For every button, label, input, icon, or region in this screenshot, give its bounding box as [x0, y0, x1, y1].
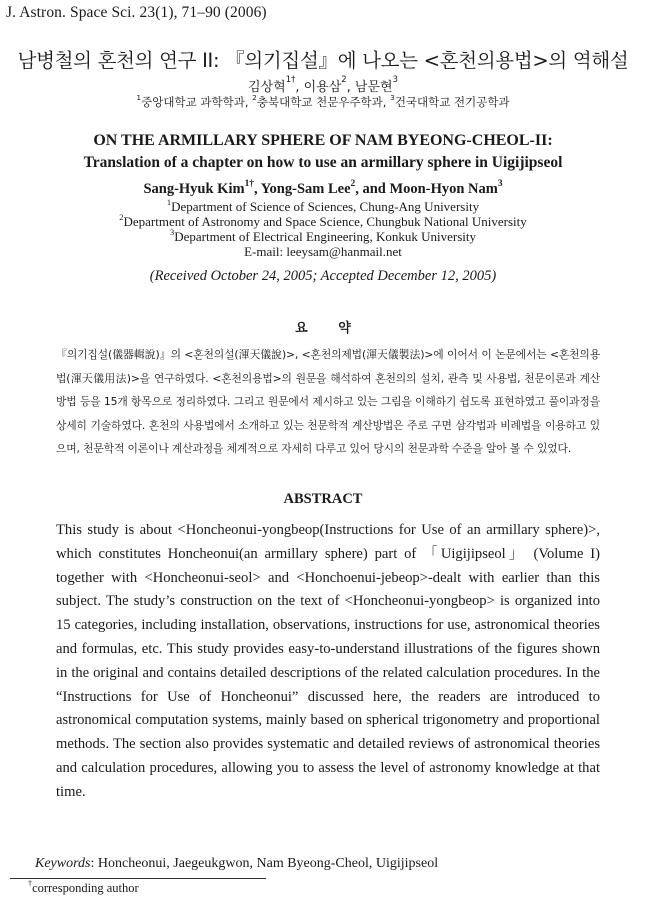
author-mark: 1†: [244, 179, 254, 190]
footnote-mark: †: [28, 879, 33, 889]
author-separator: ,: [253, 181, 261, 197]
english-authors: [0, 181, 646, 198]
keywords-label: Keywords: [35, 856, 91, 871]
affil-mark: 3: [390, 92, 395, 102]
affil-name: 중앙대학교 과학학과: [141, 95, 245, 109]
author-name: 이용삼: [303, 80, 342, 95]
english-affiliation-2: [0, 214, 646, 230]
author-name: Moon-Hyon Nam: [389, 181, 498, 197]
received-dates: (Received October 24, 2005; Accepted December 12, 2005): [149, 268, 497, 284]
english-abstract-body: This study is about <Honcheonui-yongbeop(Instructions for Use of an armillary sphere)>, which constitutes Honcheonui(an armillary sphere) part of 「Uigijipseol」 (Volume I) together with <Honcheonui-seol> and <Honchoenui-jebeop>-dealt with earlier than this subject. The study’s construction on the text of <Honcheonui-yongbeop> is organized into 15 categories, including installation, observations, instructions for use, astronomical theories and formulas, etc. This study provides easy-to-understand illustrations of the figures shown in the original and contains detailed descriptions of the related calculation procedures. In the “Instructions for Use of Honcheonui” discussed here, the readers are introduced to astronomical computation systems, mainly based on spherical trigonometry and proportional methods. The section also provides systematic and detailed reviews of astronomical theories and calculation procedures, allowing you to assess the level of astronomy knowledge at that time.: [56, 522, 600, 800]
affil-mark: 3: [169, 227, 175, 238]
footnote-rule: [10, 878, 266, 879]
affil-name: 충북대학교 천문우주학과: [256, 95, 383, 109]
korean-abstract-heading: 요 약: [295, 321, 351, 336]
affil-mark: 1: [136, 92, 142, 102]
author-name: 남문현: [354, 80, 393, 95]
author-mark: 2: [341, 74, 347, 85]
korean-authors: 김상혁$^{1\dagger}$, 이용삼$^2$, 남문현$^3$: [248, 74, 398, 95]
affil-name: 건국대학교 전기공학과: [394, 95, 510, 109]
footnote: [28, 881, 139, 896]
author-name: Yong-Sam Lee: [260, 181, 351, 197]
author-name: 김상혁: [248, 80, 286, 95]
affil-mark: 2: [119, 212, 124, 223]
author-name: Sang-Hyuk Kim: [143, 181, 245, 197]
author-separator: , and: [355, 181, 390, 197]
affil-mark: 1: [166, 197, 172, 208]
english-affiliation-3: [0, 229, 646, 245]
english-affiliation-1: [0, 199, 646, 215]
author-mark: 1†: [285, 74, 296, 85]
author-mark: 2: [350, 179, 356, 190]
affil-mark: 2: [252, 92, 257, 102]
korean-affiliations: $^1$중앙대학교 과학학과, $^2$충북대학교 천문우주학과, $^3$건국대학교 전기공학과: [136, 92, 510, 109]
keywords: [35, 856, 438, 872]
keywords-list: : Honcheonui, Jaegeukgwon, Nam Byeong-Cheol, Uigijipseol: [90, 856, 439, 871]
affil-name: Department of Astronomy and Space Science, Chungbuk National University: [123, 214, 527, 229]
author-mark: 3: [392, 74, 398, 85]
korean-abstract-body: 『의기집설(儀器輯說)』의 <혼천의설(渾天儀說)>, <혼천의제법(渾天儀製法)>에 이어서 이 논문에서는 <혼천의용법(渾天儀用法)>을 연구하였다. <혼천의용법>의 원문을 해석하여 혼천의의 설치, 관측 및 사용법, 천문이론과 계산방법 등을 15개 항목으로 정리하였다. 그리고 원문에서 제시하고 있는 그림을 이해하기 쉽도록 표현하였고 풀이과정을 상세히 기술하였다. 혼천의 사용법에서 소개하고 있는 천문학적 계산방법은 주로 구면 삼각법과 비례법을 이용하고 있으며, 천문학적 이론이나 계산과정을 체계적으로 자세히 다루고 있어 당시의 천문과학 수준을 알아 볼 수 있었다.: [56, 348, 600, 456]
author-mark: 3: [497, 179, 503, 190]
english-subtitle: Translation of a chapter on how to use an armillary sphere in Uigijipseol: [83, 154, 563, 171]
english-title: ON THE ARMILLARY SPHERE OF NAM BYEONG-CHEOL-II:: [93, 132, 553, 149]
email-address: E-mail: leeysam@hanmail.net: [244, 244, 402, 259]
english-abstract-heading: ABSTRACT: [283, 491, 363, 507]
footnote-text: corresponding author: [32, 881, 139, 895]
affil-name: Department of Electrical Engineering, Konkuk University: [174, 229, 476, 244]
korean-title: 남병철의 혼천의 연구 II: 『의기집설』에 나오는 <혼천의용법>의 역해설: [17, 49, 629, 72]
journal-reference: J. Astron. Space Sci. 23(1), 71–90 (2006): [6, 4, 267, 21]
affil-name: Department of Science of Sciences, Chung-Ang University: [171, 199, 480, 214]
